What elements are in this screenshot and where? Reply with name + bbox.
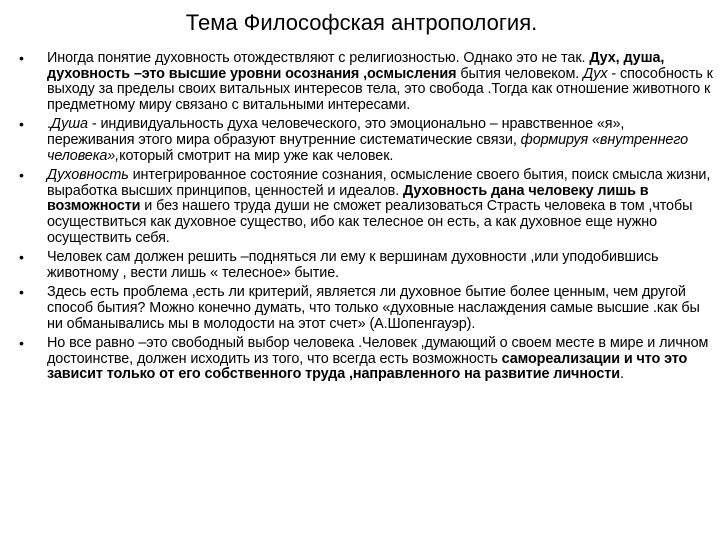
slide-title: Тема Философская антропология. [185,10,538,35]
text-run: Человек сам должен решить –подняться ли ему к вершинам духовности ,или уподобившись животному , вести лишь « телесное» бытие. [47,249,659,281]
text-run: самореализации и что это зависит только от его собственного труда ,направленного на развитие личности [47,350,688,383]
text-run: . [47,116,51,133]
bullet-list [0,51,720,387]
bullet-marker: • [19,335,24,352]
text-run: интегрированное состояние сознания, осмысление своего бытия, поиск смысла жизни, выработка высших принципов, ценностей и идеалов. [47,167,711,199]
text-run: Дух [583,65,608,82]
text-run: бытия человеком. [456,65,584,82]
text-run: Душа [50,116,88,133]
text-run: Дух, душа, духовность –это высшие уровни осознания ,осмысления [47,50,665,82]
text-run: Духовность дана человеку лишь в возможности [47,182,649,215]
text-run: Духовность [47,167,129,184]
bullet-marker: • [19,167,24,184]
bullet-marker: • [19,249,24,266]
bullet-paragraph [0,336,720,383]
text-run: Но все равно –это свободный выбор человека .Человек ,думающий о своем месте в мире и личном достоинстве, должен исходить из того, что всегда есть возможность [47,335,709,367]
bullet-paragraph [0,51,720,113]
bullet-paragraph [0,168,720,246]
text-run: и без нашего труда души не сможет реализоваться Страсть человека в том ,чтобы осуществиться как духовное существо, ибо как телесное он есть, а как духовное еще нужно осуществить себя. [47,198,693,246]
bullet-paragraph [0,250,720,281]
text-run: Иногда понятие духовность отождествляют с религиозностью. Однако это не так. [47,50,590,66]
bullet-marker: • [19,284,24,301]
text-run: Здесь есть проблема ,есть ли критерий, является ли духовное бытие более ценным, чем другой способ бытия? Можно конечно думать, что только «духовные наслаждения самые высшие .как бы ни обманывались мы в молодости на этот счет» (А.Шопенгауэр). [47,284,700,332]
text-run: . [620,366,624,383]
bullet-marker: • [19,50,24,66]
text-run: формируя «внутреннего человека», [47,131,689,164]
bullet-marker: • [19,116,24,133]
text-run: который смотрит на мир уже как человек. [119,147,394,164]
text-run: - способность к выходу за пределы своих витальных интересов тела, это свобода .Тогда как отношение животного к предметному миру связано с витальными интересами. [47,65,713,113]
bullet-paragraph [0,285,720,332]
text-run: - индивидуальность духа человеческого, это эмоционально – нравственное «я», переживания этого мира образуют внутренние систематические связи, [47,116,625,148]
bullet-paragraph [0,117,720,164]
